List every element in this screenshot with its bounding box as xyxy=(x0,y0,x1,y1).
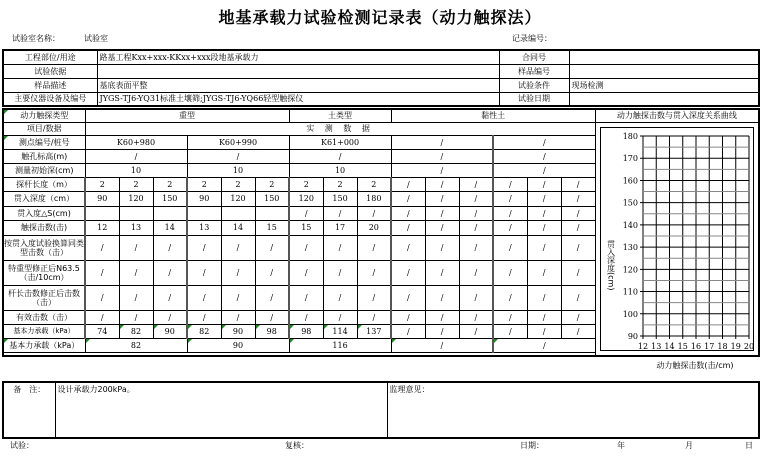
data-cell[interactable]: 114 xyxy=(323,324,357,338)
x-tick-label: 20 xyxy=(743,341,754,351)
data-cell[interactable] xyxy=(221,206,255,220)
data-cell[interactable]: / xyxy=(425,285,459,310)
data-cell[interactable]: / xyxy=(561,285,595,310)
group-cell[interactable]: / xyxy=(391,338,493,352)
page-title: 地基承载力试验检测记录表（动力触探法） xyxy=(218,8,542,27)
group-cell[interactable]: K61+000 xyxy=(289,135,391,149)
data-cell[interactable]: / xyxy=(323,260,357,285)
date-value[interactable] xyxy=(569,92,759,106)
data-cell[interactable]: 150 xyxy=(153,191,187,206)
x-tick-label: 17 xyxy=(703,341,714,351)
data-cell[interactable]: / xyxy=(425,324,459,338)
data-cell[interactable]: / xyxy=(493,220,527,235)
row-label-pen-delta: 贯入度△S(cm) xyxy=(3,206,85,220)
data-cell[interactable] xyxy=(119,206,153,220)
tester-label: 试验： xyxy=(10,441,34,450)
row-label-blows: 触探击数(击) xyxy=(3,220,85,235)
data-cell[interactable]: 90 xyxy=(221,324,255,338)
data-cell[interactable]: 2 xyxy=(357,177,391,191)
data-cell[interactable]: 2 xyxy=(119,177,153,191)
data-cell[interactable]: / xyxy=(391,260,425,285)
data-cell[interactable]: / xyxy=(459,285,493,310)
data-cell[interactable]: / xyxy=(527,220,561,235)
data-cell[interactable]: / xyxy=(391,324,425,338)
data-cell[interactable]: 15 xyxy=(289,220,323,235)
data-cell[interactable]: / xyxy=(493,191,527,206)
group-cell[interactable]: 90 xyxy=(187,338,289,352)
data-cell[interactable]: / xyxy=(391,206,425,220)
remark-value[interactable]: 设计承载力200kPa。 xyxy=(55,382,387,438)
data-cell[interactable]: 14 xyxy=(221,220,255,235)
data-cell[interactable]: / xyxy=(323,310,357,324)
data-cell[interactable]: / xyxy=(527,191,561,206)
data-cell[interactable]: 150 xyxy=(255,191,289,206)
x-tick-label: 14 xyxy=(664,341,675,351)
group-cell[interactable]: K60+990 xyxy=(187,135,289,149)
data-table xyxy=(2,108,760,370)
data-cell[interactable]: / xyxy=(561,260,595,285)
data-cell[interactable]: 15 xyxy=(255,220,289,235)
data-cell[interactable]: / xyxy=(493,324,527,338)
y-tick-label: 90 xyxy=(627,331,638,341)
data-cell[interactable]: 2 xyxy=(323,177,357,191)
data-cell[interactable]: / xyxy=(459,220,493,235)
row-label-rod-corr: 杆长击数修正后击数（击） xyxy=(3,285,85,310)
supervisor-opinion[interactable]: 监理意见： xyxy=(387,382,759,438)
data-cell[interactable]: / xyxy=(561,191,595,206)
data-cell[interactable]: / xyxy=(493,285,527,310)
data-cell[interactable]: / xyxy=(119,260,153,285)
group-cell[interactable]: / xyxy=(493,163,595,177)
day-label: 日 xyxy=(745,441,753,450)
group-cell[interactable]: 82 xyxy=(85,338,187,352)
data-cell[interactable]: / xyxy=(527,285,561,310)
data-cell[interactable]: / xyxy=(561,310,595,324)
data-cell[interactable]: / xyxy=(391,310,425,324)
equipment-value[interactable]: JYGS-TJ6-YQ31标准土壤筛;JYGS-TJ6-YQ66轻型触探仪 xyxy=(97,92,499,106)
x-tick-label: 13 xyxy=(650,341,661,351)
data-cell[interactable]: / xyxy=(425,191,459,206)
data-cell[interactable]: / xyxy=(119,235,153,260)
data-cell[interactable]: 20 xyxy=(357,220,391,235)
month-label: 月 xyxy=(685,441,693,450)
data-cell[interactable]: / xyxy=(289,235,323,260)
data-cell[interactable]: 120 xyxy=(221,191,255,206)
row-label-converted: 按贯入度试验换算同类型击数（击） xyxy=(3,235,85,260)
group-cell[interactable]: / xyxy=(493,149,595,163)
probe-type-value[interactable]: 重型 xyxy=(85,109,289,122)
data-cell[interactable]: 150 xyxy=(323,191,357,206)
data-cell[interactable]: / xyxy=(425,206,459,220)
project-value[interactable]: 路基工程Kxx+xxx-KKxx+xxx段地基承载力 xyxy=(97,50,499,64)
data-cell[interactable]: 14 xyxy=(153,220,187,235)
data-cell[interactable]: / xyxy=(527,310,561,324)
data-cell[interactable] xyxy=(187,206,221,220)
data-cell[interactable]: 98 xyxy=(255,324,289,338)
data-cell[interactable] xyxy=(153,206,187,220)
data-cell[interactable] xyxy=(85,206,119,220)
x-tick-label: 19 xyxy=(730,341,741,351)
data-cell[interactable]: / xyxy=(221,285,255,310)
y-tick-label: 140 xyxy=(622,220,638,230)
data-cell[interactable]: / xyxy=(391,285,425,310)
data-cell[interactable]: / xyxy=(493,310,527,324)
data-cell[interactable]: / xyxy=(119,285,153,310)
data-cell[interactable]: / xyxy=(289,260,323,285)
condition-label: 试验条件 xyxy=(499,78,569,92)
x-tick-label: 15 xyxy=(677,341,688,351)
group-cell[interactable]: / xyxy=(289,149,391,163)
data-cell[interactable]: / xyxy=(85,285,119,310)
data-cell[interactable]: / xyxy=(527,235,561,260)
data-cell[interactable]: / xyxy=(187,235,221,260)
data-cell[interactable]: / xyxy=(255,235,289,260)
data-cell[interactable]: / xyxy=(153,260,187,285)
row-label-init-depth: 测量初始深(cm) xyxy=(3,163,85,177)
item-label: 项目/数据 xyxy=(3,122,85,135)
data-cell[interactable]: / xyxy=(493,177,527,191)
data-cell[interactable]: / xyxy=(85,260,119,285)
basis-value[interactable] xyxy=(97,64,499,78)
data-cell[interactable]: / xyxy=(187,260,221,285)
group-cell[interactable]: / xyxy=(493,135,595,149)
row-label-effective: 有效击数（击） xyxy=(3,310,85,324)
y-tick-label: 130 xyxy=(622,242,638,252)
data-cell[interactable]: / xyxy=(425,260,459,285)
y-tick-label: 120 xyxy=(622,264,638,274)
group-cell[interactable]: 10 xyxy=(85,163,187,177)
y-tick-label: 100 xyxy=(622,309,638,319)
data-cell[interactable]: / xyxy=(561,235,595,260)
sample-desc-value[interactable]: 基底表面平整 xyxy=(97,78,499,92)
data-cell[interactable]: / xyxy=(527,177,561,191)
record-no-label: 记录编号： xyxy=(512,34,552,43)
y-tick-label: 160 xyxy=(622,175,638,185)
chart-x-axis-label: 动力触探击数(击/cm) xyxy=(656,360,734,370)
data-cell[interactable]: / xyxy=(289,206,323,220)
data-cell[interactable]: / xyxy=(391,220,425,235)
data-cell[interactable]: / xyxy=(561,220,595,235)
data-cell[interactable]: / xyxy=(221,235,255,260)
contract-label: 合同号 xyxy=(499,50,569,64)
data-cell[interactable]: / xyxy=(459,177,493,191)
row-label-pen-depth: 贯入深度（cm） xyxy=(3,191,85,206)
sample-no-label: 样品编号 xyxy=(499,64,569,78)
data-cell[interactable]: / xyxy=(187,310,221,324)
condition-value[interactable]: 现场检测 xyxy=(569,78,759,92)
group-cell[interactable]: / xyxy=(187,149,289,163)
data-cell[interactable]: 74 xyxy=(85,324,119,338)
data-cell[interactable]: / xyxy=(357,285,391,310)
project-label: 工程部位/用途 xyxy=(3,50,97,64)
data-cell[interactable]: / xyxy=(357,310,391,324)
basis-label: 试验依据 xyxy=(3,64,97,78)
data-cell[interactable]: 2 xyxy=(153,177,187,191)
data-cell[interactable]: 2 xyxy=(85,177,119,191)
soil-type-value[interactable]: 黏性土 xyxy=(391,109,595,122)
data-cell[interactable]: / xyxy=(527,206,561,220)
data-cell[interactable]: / xyxy=(425,220,459,235)
data-cell[interactable]: / xyxy=(255,310,289,324)
data-cell[interactable]: / xyxy=(561,324,595,338)
data-cell[interactable]: 98 xyxy=(289,324,323,338)
remark-table xyxy=(2,381,760,439)
data-cell[interactable]: / xyxy=(221,310,255,324)
data-cell[interactable]: / xyxy=(153,285,187,310)
data-cell[interactable]: 2 xyxy=(255,177,289,191)
sample-no-value[interactable] xyxy=(569,64,759,78)
row-label-elevation: 触孔标高(m) xyxy=(3,149,85,163)
group-cell[interactable]: 116 xyxy=(289,338,391,352)
row-label-basic-cap: 基本力承载（kPa） xyxy=(3,324,85,338)
data-cell[interactable]: / xyxy=(459,191,493,206)
chart-header: 动力触探击数与贯入深度关系曲线 xyxy=(595,109,759,122)
data-cell[interactable]: 120 xyxy=(289,191,323,206)
lab-name-label: 试验室名称： xyxy=(12,34,60,43)
data-cell[interactable]: / xyxy=(289,285,323,310)
data-cell[interactable]: / xyxy=(85,310,119,324)
data-cell[interactable]: / xyxy=(357,260,391,285)
data-cell[interactable]: / xyxy=(493,235,527,260)
row-label-basic-cap-avg: 基本力承载（kPa） xyxy=(3,338,85,352)
soil-type-label: 土类型 xyxy=(289,109,391,122)
data-cell[interactable]: 90 xyxy=(153,324,187,338)
chart-container xyxy=(600,127,755,370)
data-cell[interactable]: / xyxy=(391,177,425,191)
data-cell[interactable]: / xyxy=(323,285,357,310)
row-label-station: 测点编号/桩号 xyxy=(3,135,85,149)
data-cell[interactable]: / xyxy=(85,235,119,260)
date-footer-label: 日期： xyxy=(520,441,544,450)
equipment-label: 主要仪器设备及编号 xyxy=(3,92,97,106)
data-cell[interactable]: 120 xyxy=(119,191,153,206)
data-cell[interactable]: 82 xyxy=(119,324,153,338)
data-cell[interactable]: / xyxy=(255,260,289,285)
y-tick-label: 170 xyxy=(622,153,638,163)
lab-name-value: 试验室 xyxy=(84,34,108,43)
data-cell[interactable]: 2 xyxy=(289,177,323,191)
data-cell[interactable]: / xyxy=(153,310,187,324)
data-cell[interactable]: / xyxy=(425,235,459,260)
data-cell[interactable]: / xyxy=(459,206,493,220)
data-cell[interactable]: 90 xyxy=(187,191,221,206)
year-label: 年 xyxy=(617,441,625,450)
group-cell[interactable]: K60+980 xyxy=(85,135,187,149)
data-cell[interactable]: / xyxy=(221,260,255,285)
data-cell[interactable]: / xyxy=(493,206,527,220)
data-cell[interactable]: 17 xyxy=(323,220,357,235)
data-cell[interactable]: 12 xyxy=(85,220,119,235)
data-cell[interactable]: / xyxy=(425,177,459,191)
data-cell[interactable]: / xyxy=(187,285,221,310)
group-cell[interactable]: / xyxy=(391,149,493,163)
data-cell[interactable]: / xyxy=(357,206,391,220)
data-cell[interactable]: / xyxy=(255,285,289,310)
date-label: 试验日期 xyxy=(499,92,569,106)
data-cell[interactable]: / xyxy=(289,310,323,324)
data-cell[interactable]: / xyxy=(357,235,391,260)
data-cell[interactable]: / xyxy=(459,310,493,324)
x-tick-label: 16 xyxy=(690,341,701,351)
data-cell[interactable]: 2 xyxy=(187,177,221,191)
data-cell[interactable]: / xyxy=(493,260,527,285)
group-cell[interactable]: 10 xyxy=(187,163,289,177)
data-cell[interactable]: 82 xyxy=(187,324,221,338)
group-cell[interactable]: 10 xyxy=(289,163,391,177)
row-label-heavy-corr: 特重型修正后N63.5（击/10cm） xyxy=(3,260,85,285)
x-tick-label: 12 xyxy=(637,341,648,351)
group-cell[interactable]: / xyxy=(85,149,187,163)
chart-cell xyxy=(595,122,759,370)
data-cell[interactable]: / xyxy=(527,324,561,338)
data-cell[interactable]: 13 xyxy=(119,220,153,235)
data-cell[interactable] xyxy=(255,206,289,220)
chart-y-axis-label: 贯入深度(cm) xyxy=(606,239,616,290)
data-cell[interactable]: 13 xyxy=(187,220,221,235)
group-cell[interactable]: / xyxy=(493,338,595,352)
data-cell[interactable]: 180 xyxy=(357,191,391,206)
data-cell[interactable]: / xyxy=(391,191,425,206)
data-cell[interactable]: / xyxy=(323,235,357,260)
data-cell[interactable]: / xyxy=(459,235,493,260)
y-tick-label: 150 xyxy=(622,198,638,208)
reviewer-label: 复核： xyxy=(285,441,309,450)
data-cell[interactable]: / xyxy=(391,235,425,260)
data-cell[interactable]: / xyxy=(527,260,561,285)
data-cell[interactable]: / xyxy=(119,310,153,324)
data-cell[interactable]: / xyxy=(561,177,595,191)
sample-desc-label: 样品描述 xyxy=(3,78,97,92)
remark-label: 备 注： xyxy=(3,382,55,438)
data-cell[interactable]: 2 xyxy=(221,177,255,191)
data-cell[interactable]: / xyxy=(425,310,459,324)
data-cell[interactable]: 90 xyxy=(85,191,119,206)
contract-value[interactable] xyxy=(569,50,759,64)
data-cell[interactable]: / xyxy=(459,260,493,285)
group-cell[interactable]: / xyxy=(391,135,493,149)
data-cell[interactable]: / xyxy=(153,235,187,260)
data-cell[interactable]: / xyxy=(323,206,357,220)
group-cell[interactable]: / xyxy=(391,163,493,177)
data-cell[interactable]: / xyxy=(459,324,493,338)
x-tick-label: 18 xyxy=(717,341,728,351)
data-cell[interactable]: 137 xyxy=(357,324,391,338)
y-tick-label: 180 xyxy=(622,131,638,141)
y-tick-label: 110 xyxy=(622,287,638,297)
info-table xyxy=(2,49,760,107)
row-label-rod-len: 探杆长度（m） xyxy=(3,177,85,191)
probe-type-label: 动力触探类型 xyxy=(3,109,85,122)
measured-label: 实 测 数 据 xyxy=(85,122,595,135)
data-cell[interactable]: / xyxy=(561,206,595,220)
depth-blows-chart xyxy=(601,128,755,378)
